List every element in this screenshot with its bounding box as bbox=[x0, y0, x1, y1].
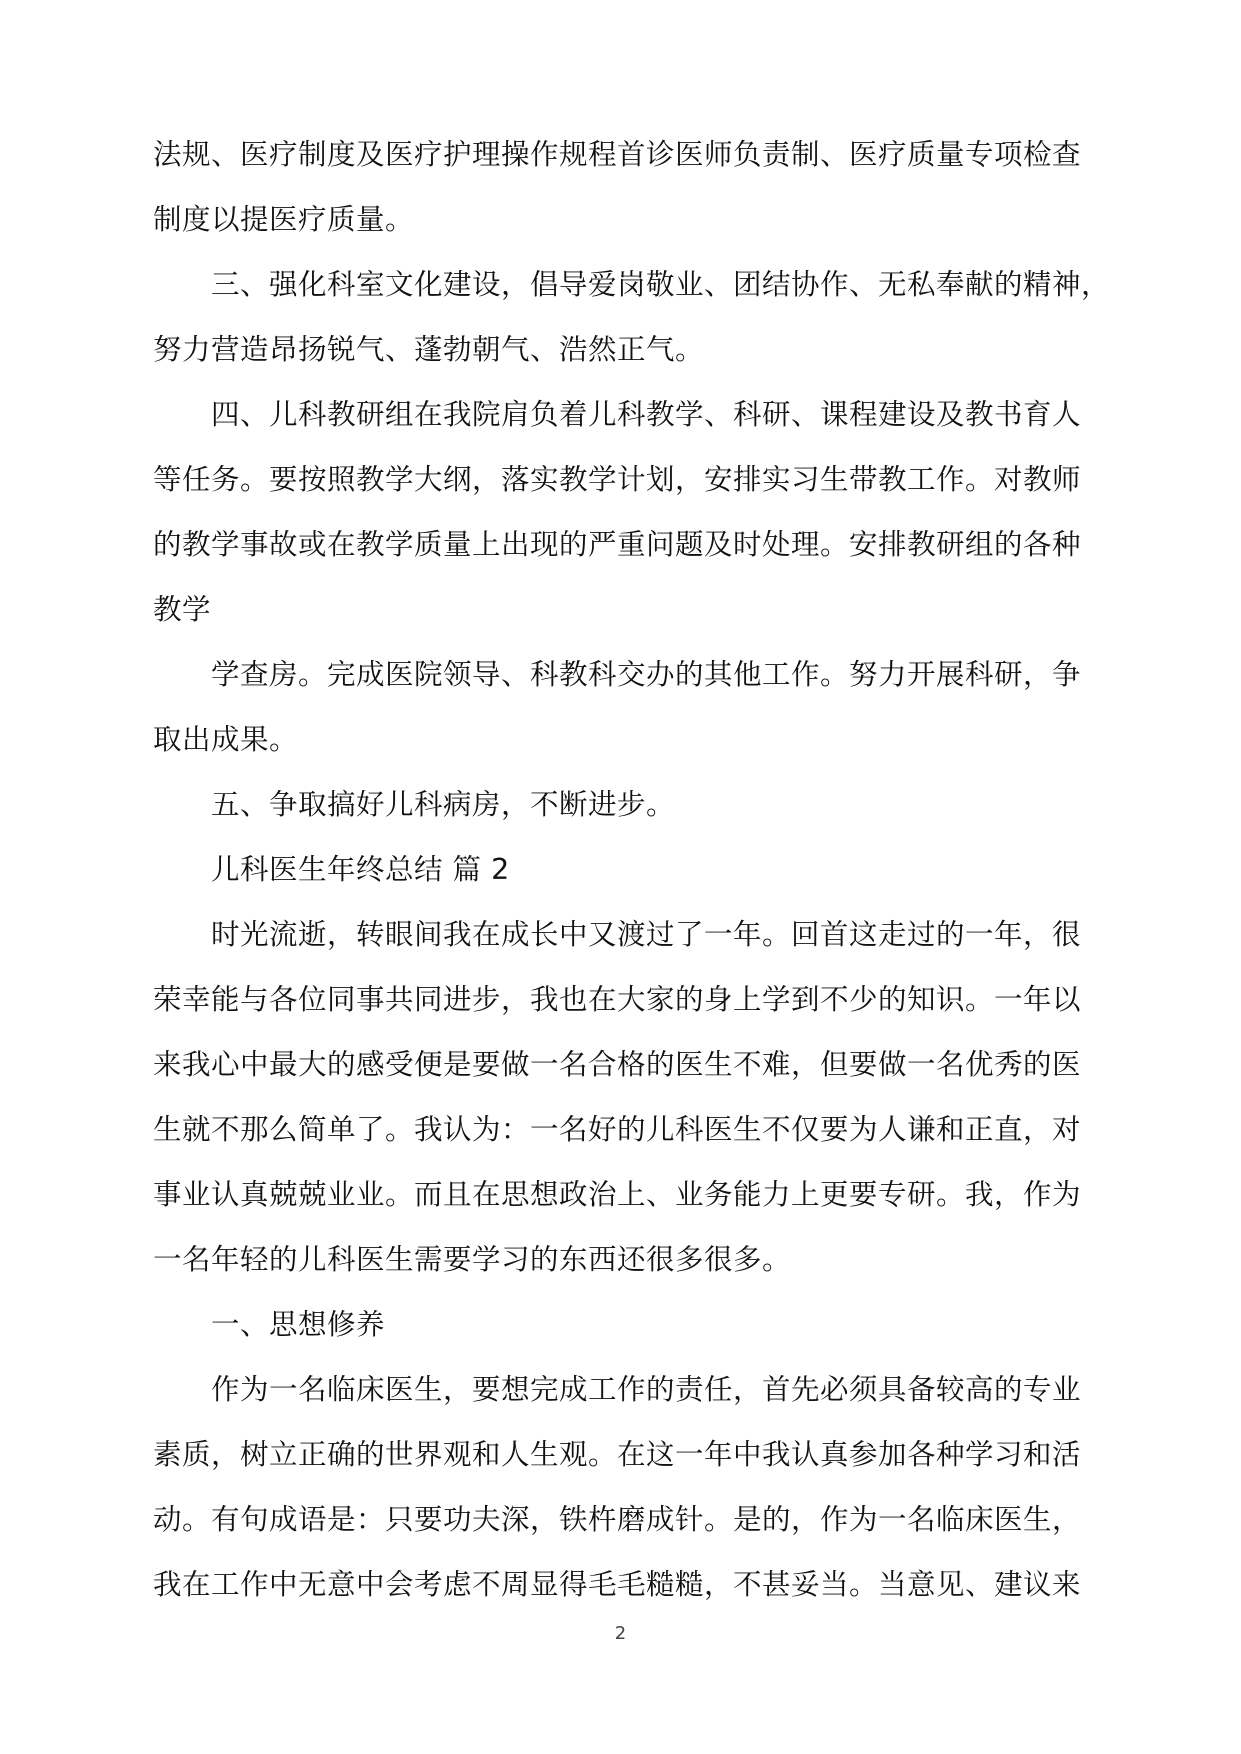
body-text-line: 努力营造昂扬锐气、蓬勃朝气、浩然正气。 bbox=[153, 333, 705, 366]
page-number: 2 bbox=[614, 1623, 627, 1644]
body-text-line: 等任务。要按照教学大纲，落实教学计划，安排实习生带教工作。对教师 bbox=[153, 463, 1082, 496]
body-text-line: 动。有句成语是：只要功夫深，铁杵磨成针。是的，作为一名临床医生， bbox=[153, 1503, 1082, 1536]
body-text-line: 时光流逝，转眼间我在成长中又渡过了一年。回首这走过的一年，很 bbox=[211, 918, 1082, 951]
body-text-line: 来我心中最大的感受便是要做一名合格的医生不难，但要做一名优秀的医 bbox=[153, 1048, 1082, 1081]
body-text-line: 一名年轻的儿科医生需要学习的东西还很多很多。 bbox=[153, 1243, 792, 1276]
body-text-line: 生就不那么简单了。我认为：一名好的儿科医生不仅要为人谦和正直，对 bbox=[153, 1113, 1082, 1146]
body-text-line: 的教学事故或在教学质量上出现的严重问题及时处理。安排教研组的各种 bbox=[153, 528, 1082, 561]
body-text-line: 三、强化科室文化建设，倡导爱岗敬业、团结协作、无私奉献的精神， bbox=[211, 268, 1111, 301]
body-text-line: 我在工作中无意中会考虑不周显得毛毛糙糙，不甚妥当。当意见、建议来 bbox=[153, 1568, 1082, 1601]
body-text-line: 荣幸能与各位同事共同进步，我也在大家的身上学到不少的知识。一年以 bbox=[153, 983, 1082, 1016]
body-text-line: 学查房。完成医院领导、科教科交办的其他工作。努力开展科研，争 bbox=[211, 658, 1082, 691]
body-text-line: 法规、医疗制度及医疗护理操作规程首诊医师负责制、医疗质量专项检查 bbox=[153, 138, 1082, 171]
document-body bbox=[153, 122, 1111, 1617]
body-text-line: 事业认真兢兢业业。而且在思想政治上、业务能力上更要专研。我，作为 bbox=[153, 1178, 1082, 1211]
body-text-line: 五、争取搞好儿科病房，不断进步。 bbox=[211, 788, 676, 821]
body-text-line: 素质，树立正确的世界观和人生观。在这一年中我认真参加各种学习和活 bbox=[153, 1438, 1082, 1471]
body-text-line: 制度以提医疗质量。 bbox=[153, 203, 415, 236]
body-text-line: 四、儿科教研组在我院肩负着儿科教学、科研、课程建设及教书育人 bbox=[211, 398, 1082, 431]
section-heading: 儿科医生年终总结 篇 2 bbox=[211, 853, 510, 886]
subsection-heading: 一、思想修养 bbox=[211, 1308, 386, 1341]
body-text-line: 取出成果。 bbox=[153, 723, 299, 756]
body-text-line: 教学 bbox=[153, 593, 212, 626]
body-text-line: 作为一名临床医生，要想完成工作的责任，首先必须具备较高的专业 bbox=[211, 1373, 1082, 1406]
